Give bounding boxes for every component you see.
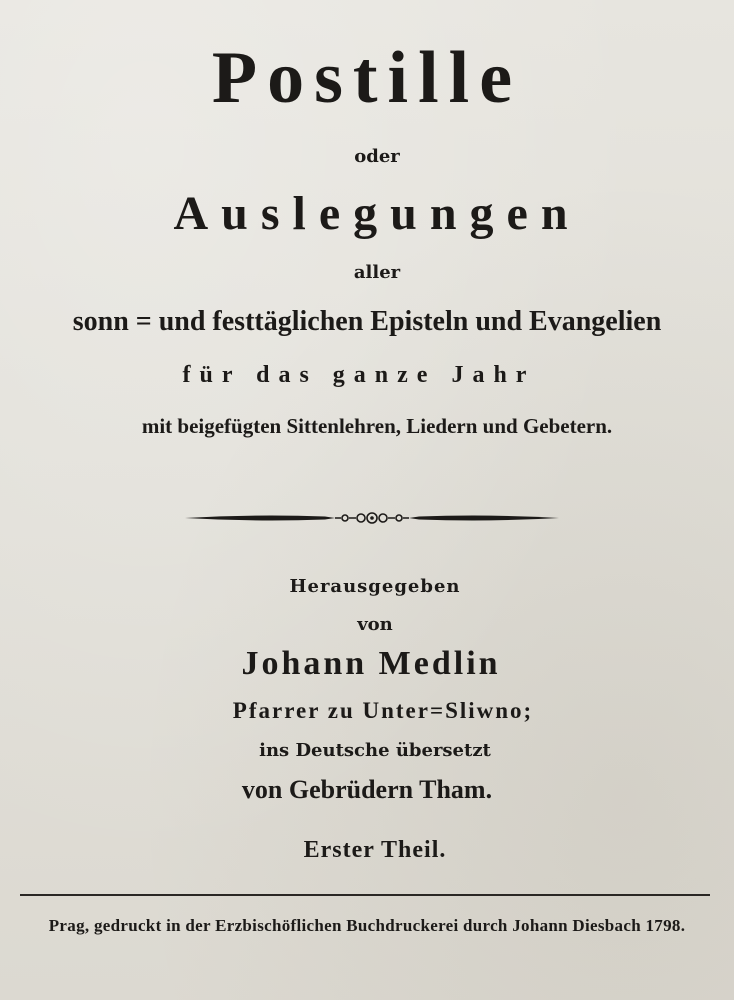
- translated-label: ins Deutsche übersetzt: [259, 740, 491, 761]
- word-aller: aller: [353, 262, 401, 283]
- description-line-2: für das ganze Jahr: [182, 362, 536, 388]
- imprint-line: Prag, gedruckt in der Erzbischöflichen Buchdruckerei durch Johann Diesbach 1798.: [48, 916, 686, 935]
- book-title: Postille: [211, 37, 523, 119]
- description-line-1: sonn = und festtäglichen Episteln und Evangelien: [72, 306, 662, 337]
- author-name: Johann Medlin: [241, 645, 501, 682]
- ornamental-divider: [185, 508, 559, 528]
- by-label: von: [357, 614, 393, 635]
- edited-by-label: Herausgegeben: [289, 576, 461, 597]
- translators: von Gebrüdern Tham.: [241, 775, 493, 804]
- book-subtitle: Auslegungen: [173, 187, 581, 240]
- conjunction-oder: oder: [354, 146, 400, 167]
- description-line-3: mit beigefügten Sittenlehren, Liedern und Gebetern.: [141, 414, 613, 438]
- author-role: Pfarrer zu Unter=Sliwno;: [232, 698, 534, 723]
- imprint-rule: [20, 894, 710, 896]
- volume-label: Erster Theil.: [303, 837, 447, 863]
